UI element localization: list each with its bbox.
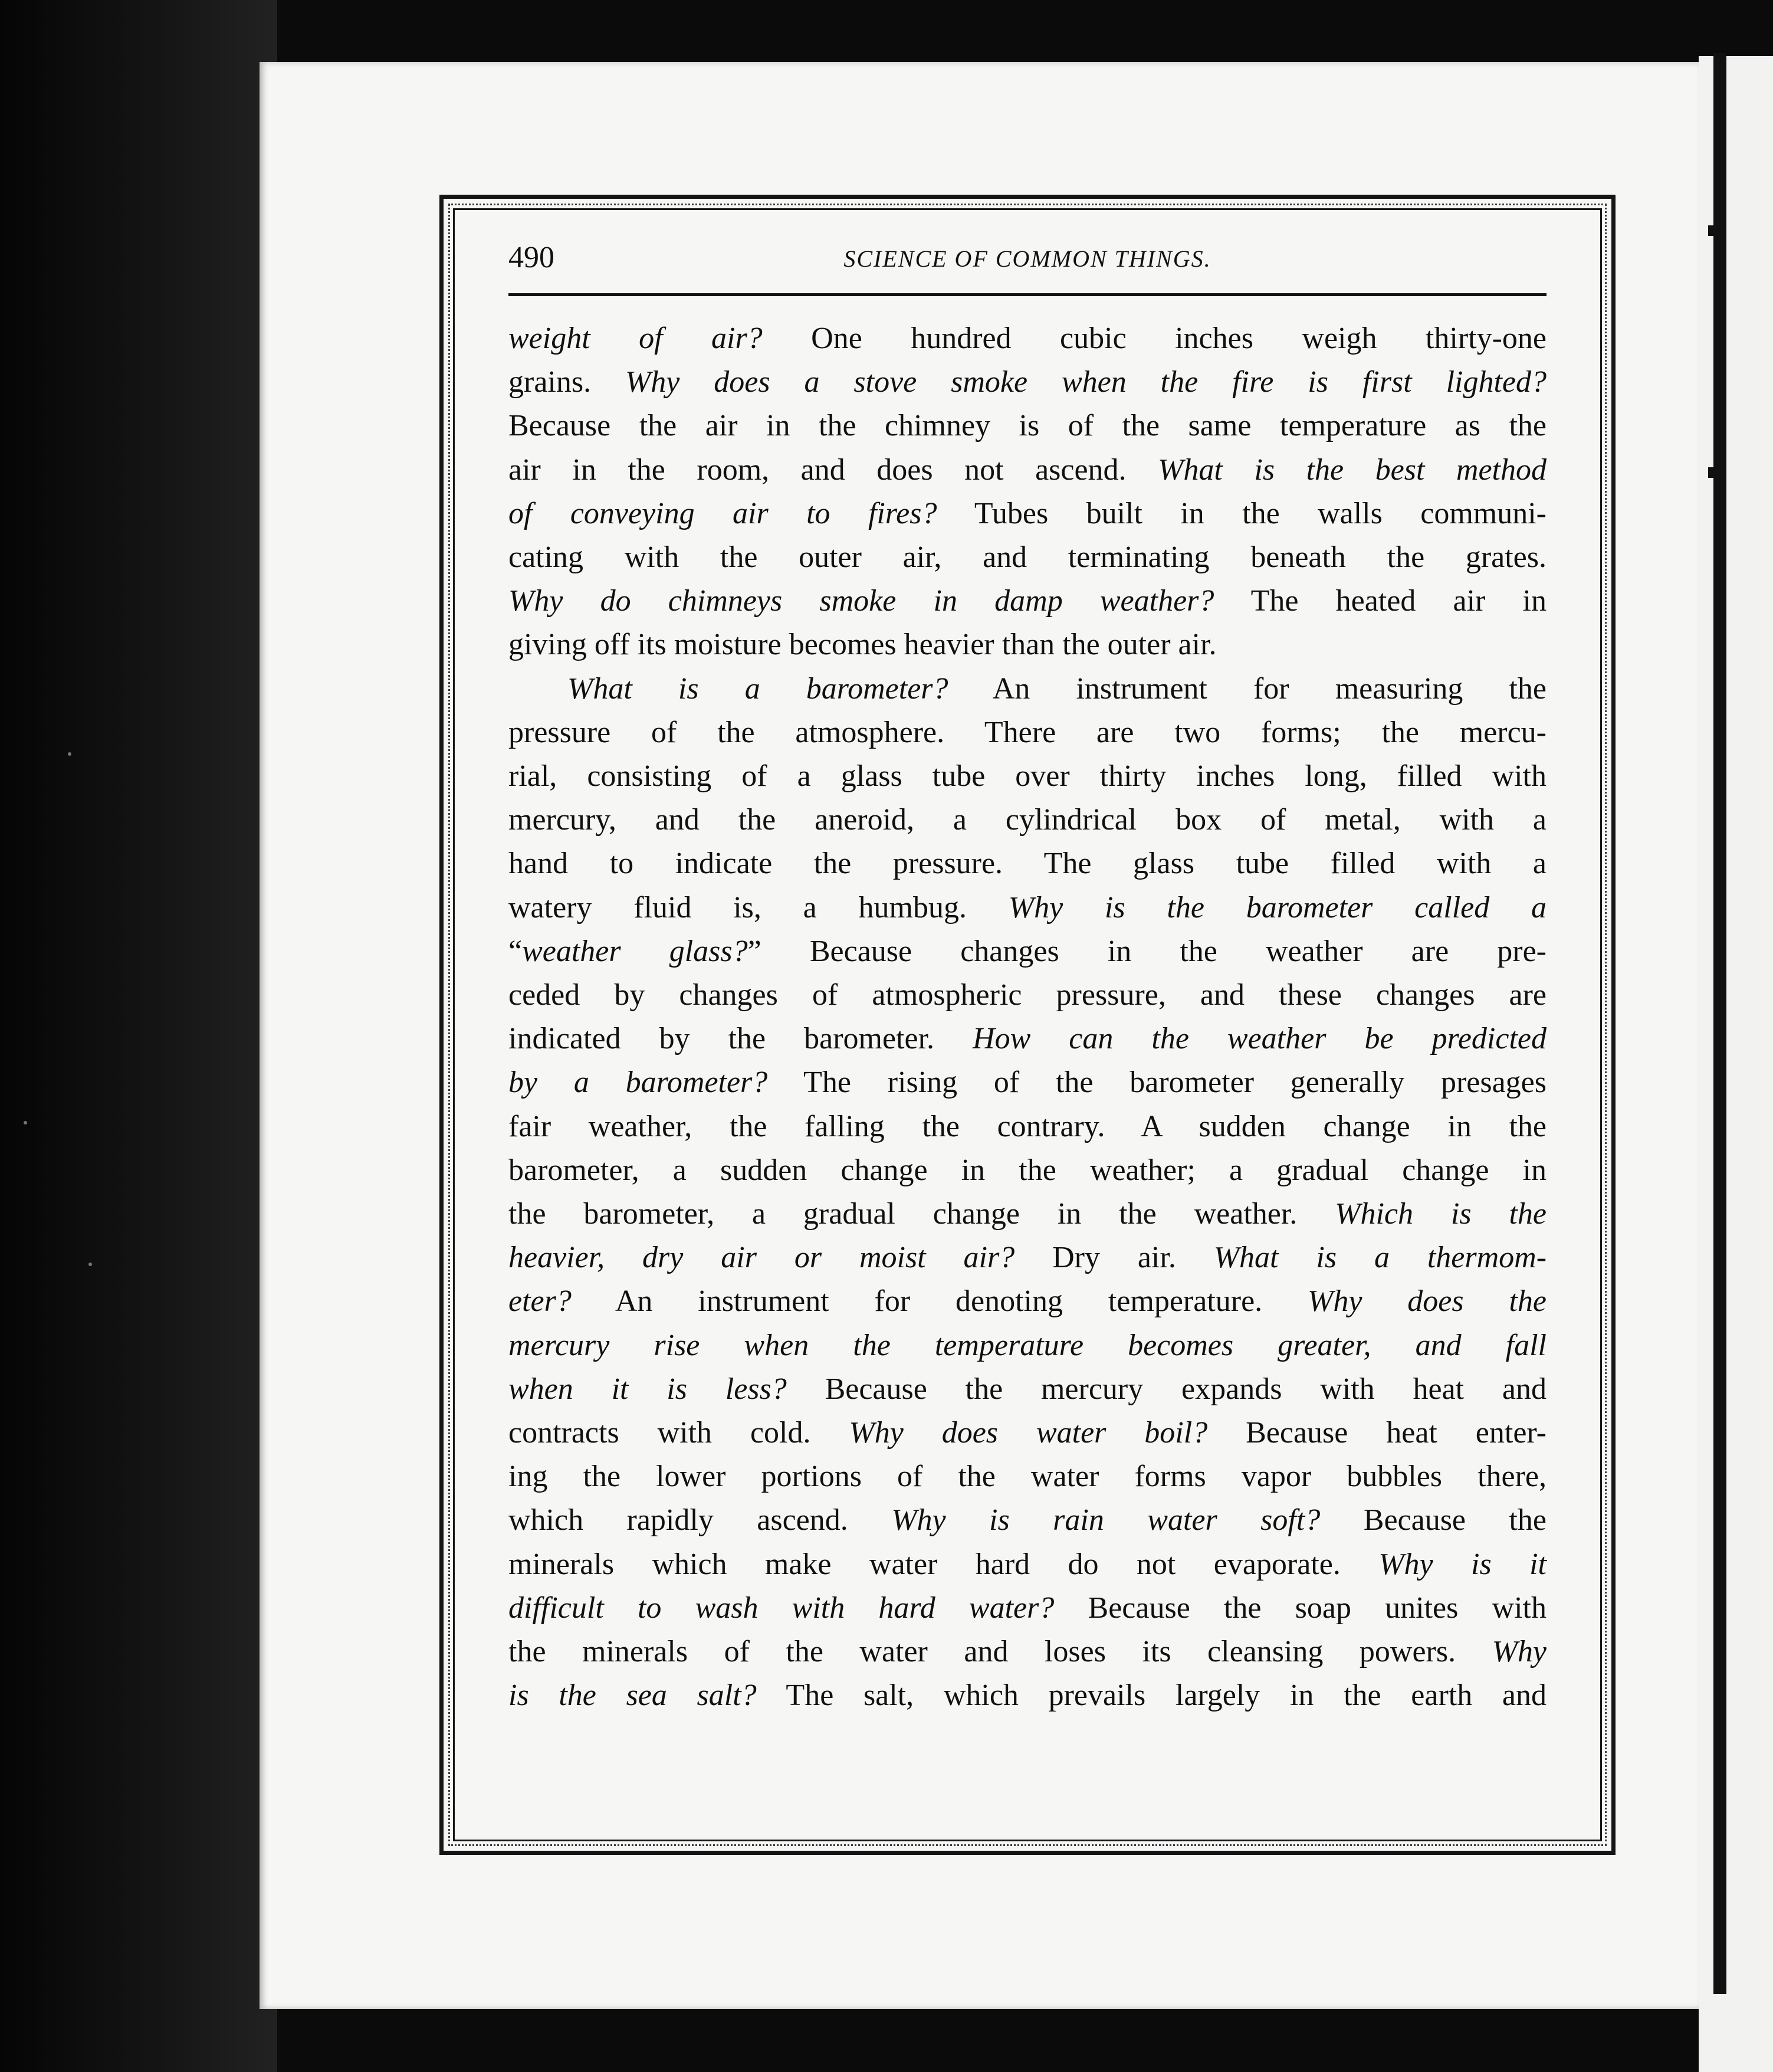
answer-text: fair weather, the falling the contrary. A sudden change in the <box>508 1109 1547 1143</box>
text-line <box>508 360 1547 404</box>
text-line <box>508 623 1547 667</box>
answer-text: One hundred cubic inches weigh thirty-one <box>762 322 1547 355</box>
question-text: weight of air? <box>508 322 763 355</box>
answer-text: Because the air in the chimney is of the same temperature as the <box>508 409 1547 443</box>
answer-text: barometer, a sudden change in the weather; a gradual change in <box>508 1153 1547 1187</box>
scan-dark-margin <box>0 0 277 2072</box>
question-text: Why does a stove smoke when the fire is first lighted? <box>625 365 1547 399</box>
text-line <box>508 1280 1547 1323</box>
running-head: SCIENCE OF COMMON THINGS. <box>843 245 1211 272</box>
text-line <box>508 1630 1547 1674</box>
answer-text: rial, consisting of a glass tube over thirty inches long, filled with <box>508 759 1547 794</box>
text-line <box>508 579 1547 623</box>
scan-speck <box>88 1263 92 1266</box>
question-text: is the sea salt? <box>508 1678 757 1713</box>
text-line <box>508 886 1547 930</box>
answer-text: hand to indicate the pressure. The glass tube filled with a <box>508 847 1547 881</box>
scan-speck <box>68 752 71 756</box>
text-line <box>508 1411 1547 1455</box>
answer-text: Because heat enter- <box>1207 1416 1547 1450</box>
answer-text: grains. <box>508 365 625 399</box>
text-line <box>508 404 1547 448</box>
question-text: weather glass? <box>522 934 748 968</box>
scan-speck <box>24 1121 27 1124</box>
text-line <box>508 755 1547 798</box>
text-line <box>508 1586 1547 1630</box>
answer-text: contracts with cold. <box>508 1416 849 1450</box>
answer-text: indicated by the barometer. <box>508 1022 973 1056</box>
body-text <box>508 317 1547 1718</box>
text-line <box>508 317 1547 360</box>
question-text: What is a barometer? <box>567 671 948 706</box>
answer-text: mercury, and the aneroid, a cylindrical box of metal, with a <box>508 803 1547 837</box>
text-line <box>508 1674 1547 1717</box>
question-text: by a barometer? <box>508 1065 768 1100</box>
page-border <box>439 195 1616 1855</box>
edge-mark <box>1708 467 1718 478</box>
question-text: Why is rain water soft? <box>891 1503 1321 1537</box>
page-number: 490 <box>508 241 554 274</box>
text-line <box>508 1061 1547 1104</box>
question-text: What is the best method <box>1158 453 1547 487</box>
question-text: eter? <box>508 1284 572 1319</box>
question-text: Which is the <box>1335 1197 1547 1231</box>
text-line <box>508 667 1547 711</box>
answer-text: watery fluid is, a humbug. <box>508 890 1009 924</box>
text-line <box>508 1236 1547 1280</box>
text-line <box>508 1455 1547 1499</box>
answer-text: The salt, which prevails largely in the earth and <box>756 1678 1547 1713</box>
text-line <box>508 1543 1547 1586</box>
answer-text: “ <box>508 934 523 968</box>
question-text: Why <box>1492 1635 1547 1669</box>
question-text: Why do chimneys smoke in damp weather? <box>508 584 1214 618</box>
question-text: of conveying air to fires? <box>508 496 937 530</box>
text-line <box>508 1105 1547 1149</box>
question-text: Why does the <box>1308 1284 1547 1319</box>
answer-text: Because the mercury expands with heat and <box>786 1372 1547 1406</box>
answer-text: giving off its moisture becomes heavier than the outer air. <box>508 628 1217 662</box>
text-line <box>508 1368 1547 1411</box>
text-line <box>508 1324 1547 1368</box>
question-text: when it is less? <box>508 1372 787 1406</box>
header-rule <box>508 293 1547 296</box>
question-text: difficult to wash with hard water? <box>508 1591 1055 1625</box>
text-line <box>508 448 1547 492</box>
text-line <box>508 492 1547 536</box>
question-text: How can the weather be predicted <box>973 1022 1547 1056</box>
text-line <box>508 930 1547 973</box>
binding-shadow <box>1713 53 1726 1994</box>
answer-text: pressure of the atmosphere. There are two forms; the mercu- <box>508 715 1547 749</box>
text-line <box>508 1192 1547 1236</box>
question-text: Why is it <box>1378 1547 1547 1581</box>
answer-text: An instrument for denoting temperature. <box>571 1284 1308 1319</box>
answer-text: Because the <box>1320 1503 1547 1537</box>
text-line <box>508 842 1547 886</box>
question-text: What is a thermom- <box>1213 1241 1547 1275</box>
answer-text: The rising of the barometer generally presages <box>767 1065 1547 1100</box>
question-text: Why does water boil? <box>849 1416 1208 1450</box>
answer-text: ” Because changes in the weather are pre- <box>747 934 1547 968</box>
page-header <box>508 240 1547 287</box>
answer-text: ing the lower portions of the water forms vapor bubbles there, <box>508 1460 1547 1494</box>
next-page-edge <box>1699 56 1773 2072</box>
answer-text: minerals which make water hard do not evaporate. <box>508 1547 1379 1581</box>
answer-text: cating with the outer air, and terminating beneath the grates. <box>508 540 1547 575</box>
answer-text: An instrument for measuring the <box>948 671 1547 706</box>
answer-text: Tubes built in the walls communi- <box>937 496 1547 530</box>
answer-text: the minerals of the water and loses its cleansing powers. <box>508 1635 1492 1669</box>
text-line <box>508 711 1547 755</box>
answer-text: The heated air in <box>1214 584 1547 618</box>
text-line <box>508 1149 1547 1192</box>
answer-text: which rapidly ascend. <box>508 1503 892 1537</box>
text-line <box>508 1017 1547 1061</box>
answer-text: Because the soap unites with <box>1054 1591 1547 1625</box>
question-text: heavier, dry air or moist air? <box>508 1241 1015 1275</box>
answer-text: the barometer, a gradual change in the weather. <box>508 1197 1335 1231</box>
question-text: mercury rise when the temperature becomes greater, and fall <box>508 1328 1547 1362</box>
answer-text: ceded by changes of atmospheric pressure, and these changes are <box>508 978 1547 1012</box>
text-line <box>508 1499 1547 1542</box>
answer-text: air in the room, and does not ascend. <box>508 453 1158 487</box>
question-text: Why is the barometer called a <box>1008 890 1547 924</box>
text-line <box>508 536 1547 579</box>
edge-mark <box>1708 225 1718 236</box>
text-line <box>508 798 1547 842</box>
text-line <box>508 973 1547 1017</box>
answer-text: Dry air. <box>1014 1241 1214 1275</box>
